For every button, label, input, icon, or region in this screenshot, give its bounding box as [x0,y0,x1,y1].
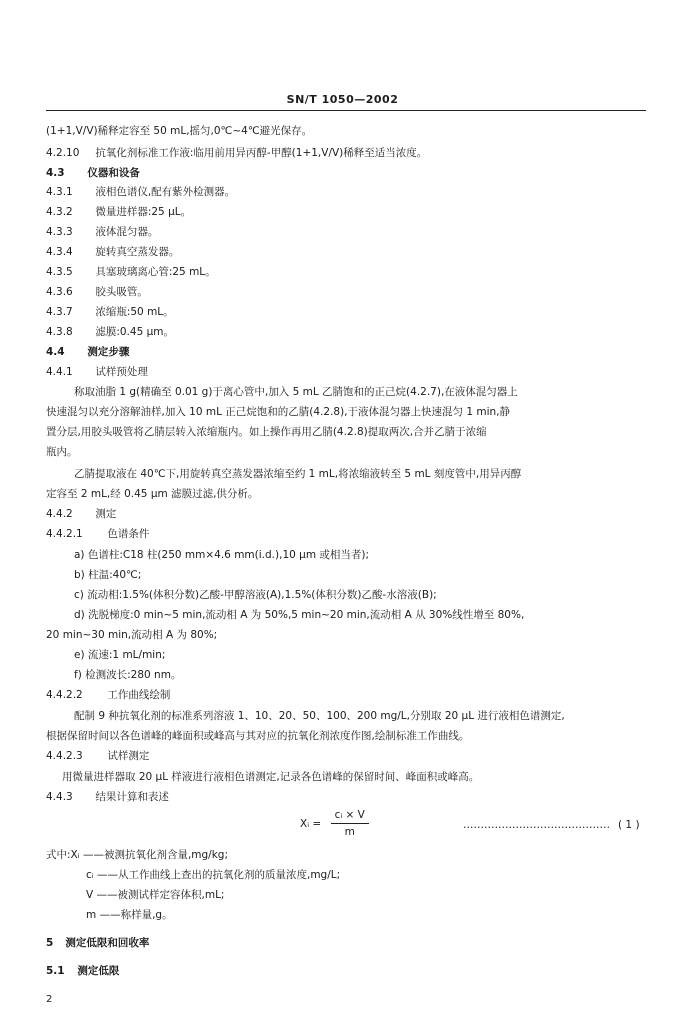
formula-1 [300,808,369,839]
clause-number: 4.2.10 [46,147,80,159]
clause-4-4-2-2 [46,688,170,702]
formula-denominator: m [344,826,355,838]
formula-fraction [331,808,369,839]
formula-numerator: cᵢ × V [331,808,369,824]
legend-c: cᵢ ——从工作曲线上查出的抗氧化剂的质量浓度,mg/L; [86,869,341,881]
clause-text: 滤膜:0.45 μm。 [95,326,175,338]
clause-4-3-6 [46,285,148,299]
clause-heading: 试样预处理 [95,366,148,378]
list-item-e: e) 流速:1 mL/min; [74,649,166,661]
paragraph-line: 根据保留时间以各色谱峰的峰面积或峰高与其对应的抗氧化剂浓度作图,绘制标准工作曲线。 [46,730,470,742]
clause-heading: 工作曲线绘制 [107,689,171,701]
clause-heading: 测定步骤 [87,346,130,358]
paragraph-line: 置分层,用胶头吸管将乙腈层转入浓缩瓶内。如上操作再用乙腈(4.2.8)提取两次,合并乙腈于浓缩 [46,426,487,438]
clause-4-4 [46,345,129,359]
list-item-d: d) 洗脱梯度:0 min~5 min,流动相 A 为 50%,5 min~20 min,流动相 A 从 30%线性增至 80%, [74,609,525,621]
clause-heading: 结果计算和表述 [95,791,169,803]
paragraph-line: 用微量进样器取 20 μL 样液进行液相色谱测定,记录各色谱峰的保留时间、峰面积或峰高。 [62,771,480,783]
clause-5-1 [46,964,119,978]
page-number: 2 [46,994,53,1005]
clause-4-3-3 [46,225,158,239]
clause-4-3-1 [46,185,235,199]
clause-heading: 试样测定 [107,750,150,762]
clause-number: 4.4.2.1 [46,528,83,540]
clause-text: 抗氧化剂标准工作液:临用前用异丙醇-甲醇(1+1,V/V)稀释至适当浓度。 [95,147,428,159]
clause-4-4-2-1 [46,527,149,541]
clause-heading: 仪器和设备 [87,167,140,179]
clause-4-3 [46,166,140,180]
clause-number: 5.1 [46,965,65,977]
legend-m: m ——称样量,g。 [86,909,173,921]
list-item-b: b) 柱温:40℃; [74,569,142,581]
formula-leader-dots: …………………………………… [463,819,610,831]
clause-number: 4.3.6 [46,286,73,298]
clause-number: 4.3.5 [46,266,73,278]
clause-number: 4.3.4 [46,246,73,258]
section-5-heading [46,936,149,950]
formula-lhs: Xᵢ = [300,817,322,830]
standard-number-header: SN/T 1050—2002 [286,93,399,106]
clause-number: 4.3.8 [46,326,73,338]
list-item-c: c) 流动相:1.5%(体积分数)乙酸-甲醇溶液(A),1.5%(体积分数)乙酸-水溶液(B); [74,589,437,601]
clause-number: 4.4.2 [46,508,73,520]
paragraph-line: 定容至 2 mL,经 0.45 μm 滤膜过滤,供分析。 [46,488,259,500]
clause-text: 胶头吸管。 [95,286,148,298]
legend-intro: 式中:Xᵢ ——被测抗氧化剂含量,mg/kg; [46,849,228,861]
section-title: 测定低限和回收率 [65,937,150,949]
text-line: (1+1,V/V)稀释定容至 50 mL,摇匀,0℃~4℃避光保存。 [46,125,313,137]
clause-number: 4.3.3 [46,226,73,238]
clause-number: 4.3.7 [46,306,73,318]
clause-text: 微量进样器:25 μL。 [95,206,192,218]
clause-4-2-10 [46,146,427,160]
clause-heading: 色谱条件 [107,528,150,540]
clause-number: 4.4.3 [46,791,73,803]
clause-4-4-2-3 [46,749,149,763]
header-rule [46,110,646,111]
clause-number: 4.4.2.3 [46,750,83,762]
clause-heading: 测定低限 [77,965,120,977]
clause-4-3-7 [46,305,174,319]
clause-text: 旋转真空蒸发器。 [95,246,180,258]
legend-v: V ——被测试样定容体积,mL; [86,889,225,901]
clause-heading: 测定 [95,508,117,520]
clause-4-4-2 [46,507,116,521]
section-number: 5 [46,937,54,949]
clause-4-3-5 [46,265,216,279]
clause-number: 4.4 [46,346,65,358]
clause-text: 浓缩瓶:50 mL。 [95,306,174,318]
clause-number: 4.4.2.2 [46,689,83,701]
clause-text: 具塞玻璃离心管:25 mL。 [95,266,216,278]
clause-number: 4.4.1 [46,366,73,378]
list-item-a: a) 色谱柱:C18 柱(250 mm×4.6 mm(i.d.),10 μm 或相当者); [74,549,370,561]
formula-number: ( 1 ) [618,819,640,831]
clause-number: 4.3.1 [46,186,73,198]
list-item-d-cont: 20 min~30 min,流动相 A 为 80%; [46,629,218,641]
paragraph-line: 乙腈提取液在 40℃下,用旋转真空蒸发器浓缩至约 1 mL,将浓缩液转至 5 mL 刻度管中,用异丙醇 [74,468,522,480]
paragraph-line: 瓶内。 [46,446,78,458]
clause-text: 液体混匀器。 [95,226,159,238]
clause-4-3-8 [46,325,174,339]
clause-number: 4.3.2 [46,206,73,218]
clause-4-4-1 [46,365,148,379]
clause-4-4-3 [46,790,169,804]
clause-4-3-2 [46,205,191,219]
paragraph-line: 称取油脂 1 g(精确至 0.01 g)于离心管中,加入 5 mL 乙腈饱和的正己烷(4.2.7),在液体混匀器上 [74,386,518,398]
paragraph-line: 快速混匀以充分溶解油样,加入 10 mL 正己烷饱和的乙腈(4.2.8),于液体混匀器上快速混匀 1 min,静 [46,406,511,418]
clause-number: 4.3 [46,167,65,179]
clause-4-3-4 [46,245,179,259]
clause-text: 液相色谱仪,配有紫外检测器。 [95,186,236,198]
list-item-f: f) 检测波长:280 nm。 [74,669,182,681]
paragraph-line: 配制 9 种抗氧化剂的标准系列溶液 1、10、20、50、100、200 mg/L,分别取 20 μL 进行液相色谱测定, [74,710,565,722]
